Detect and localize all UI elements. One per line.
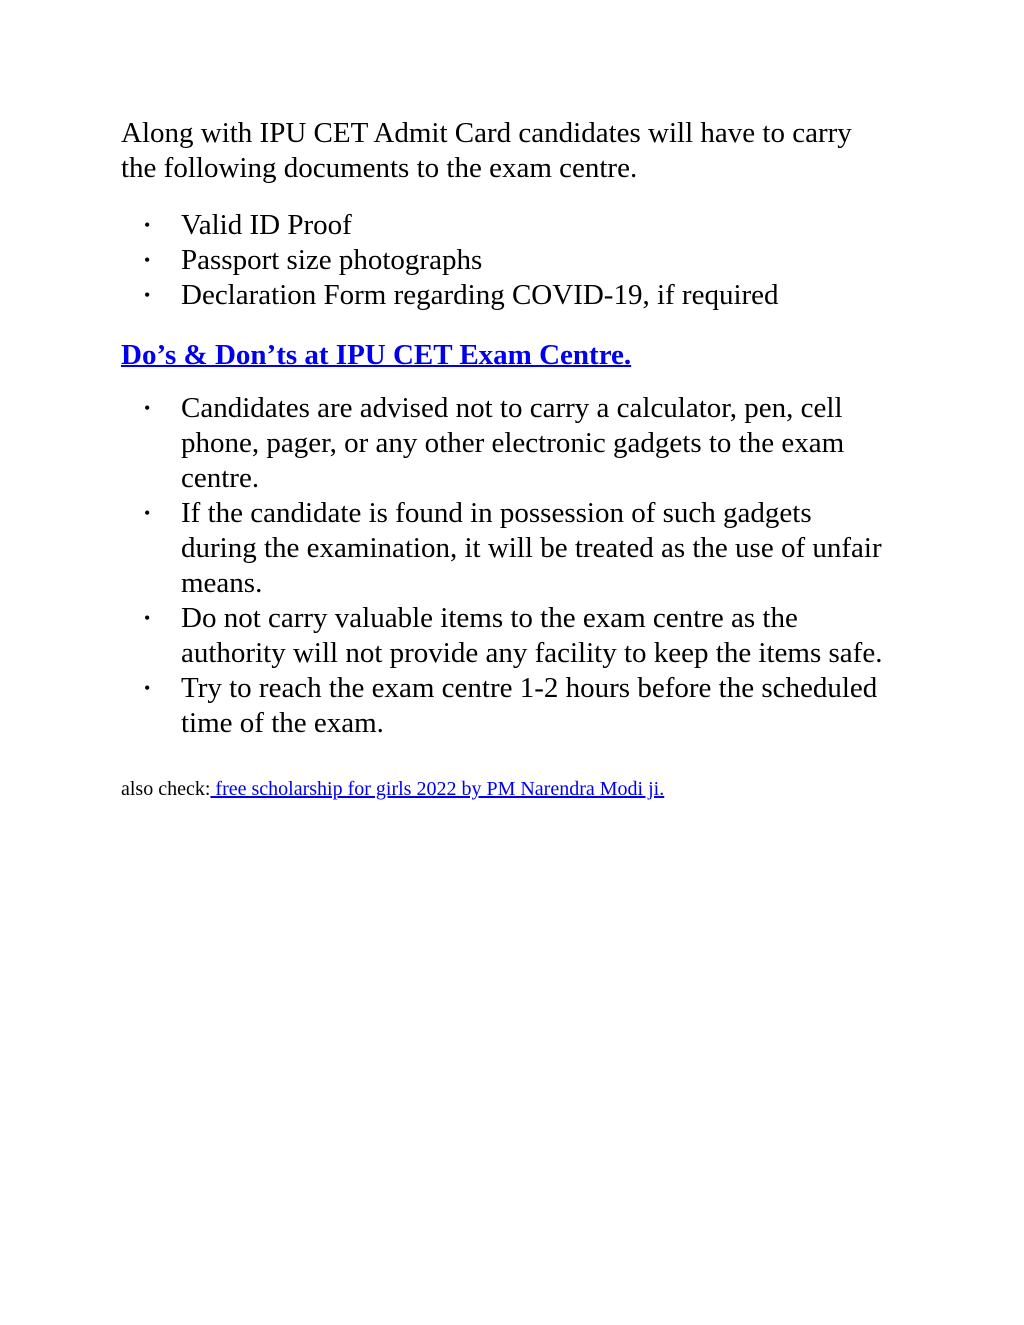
bullet-icon: • <box>144 285 151 305</box>
scholarship-link[interactable]: free scholarship for girls 2022 by PM Narendra Modi ji. <box>210 778 665 800</box>
bullet-icon: • <box>144 398 151 418</box>
also-check-line <box>121 775 891 803</box>
bullet-icon: • <box>144 250 151 270</box>
list-item <box>121 671 891 741</box>
bullet-icon: • <box>144 215 151 235</box>
exam-rules-list <box>121 391 891 741</box>
list-item-text: Declaration Form regarding COVID-19, if required <box>181 279 779 311</box>
document-page <box>121 116 891 823</box>
list-item-text: If the candidate is found in possession of such gadgets during the examination, it will be treated as the use of unfair means. <box>181 497 882 599</box>
list-item <box>121 278 891 313</box>
list-item <box>121 391 891 496</box>
bullet-icon: • <box>144 503 151 523</box>
also-check-label: also check: <box>121 778 211 800</box>
list-item-text: Valid ID Proof <box>181 209 352 241</box>
list-item <box>121 496 891 601</box>
list-item <box>121 243 891 278</box>
list-item <box>121 208 891 243</box>
dos-donts-heading-link[interactable]: Do’s & Don’ts at IPU CET Exam Centre. <box>121 339 632 371</box>
section-heading <box>121 335 891 375</box>
list-item-text: Do not carry valuable items to the exam centre as the authority will not provide any facility to keep the items safe. <box>181 602 883 669</box>
intro-paragraph: Along with IPU CET Admit Card candidates will have to carry the following documents to the exam centre. <box>121 117 852 184</box>
list-item-text: Candidates are advised not to carry a calculator, pen, cell phone, pager, or any other electronic gadgets to the exam centre. <box>181 392 845 494</box>
list-item-text: Try to reach the exam centre 1-2 hours before the scheduled time of the exam. <box>181 672 878 739</box>
list-item-text: Passport size photographs <box>181 244 483 276</box>
required-documents-list <box>121 208 891 313</box>
list-item <box>121 601 891 671</box>
bullet-icon: • <box>144 608 151 628</box>
bullet-icon: • <box>144 678 151 698</box>
